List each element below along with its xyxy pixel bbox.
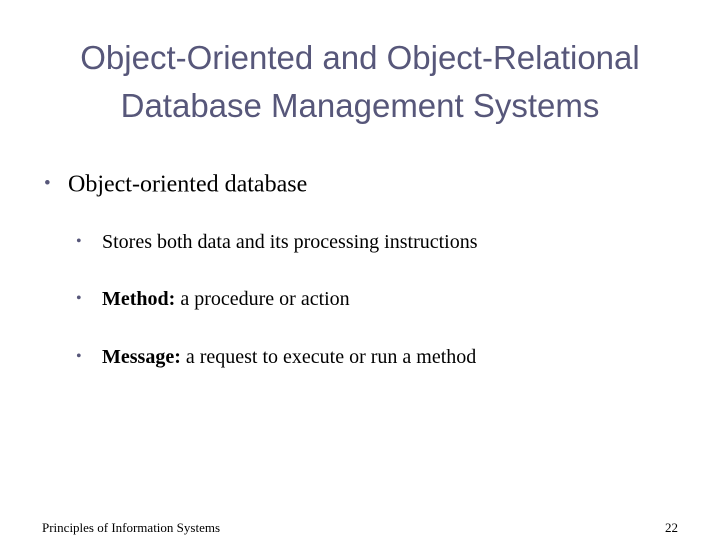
bullet-dot-icon: • xyxy=(76,348,82,366)
slide-title-line-2: Database Management Systems xyxy=(120,87,600,124)
sub-bullet-term: Message: xyxy=(102,346,181,368)
footer-page-number: 22 xyxy=(665,520,678,535)
slide-title-line-1: Object-Oriented and Object-Relational xyxy=(80,39,640,76)
sub-bullet-text: a procedure or action xyxy=(175,288,350,310)
sub-bullet-text: a request to execute or run a method xyxy=(180,346,477,368)
sub-bullet-term: Method: xyxy=(102,288,176,310)
sub-bullet-item xyxy=(76,285,350,313)
bullet-text: Object-oriented database xyxy=(68,171,308,198)
bullet-item xyxy=(44,168,307,200)
sub-bullet-text: Stores both data and its processing instructions xyxy=(102,231,478,253)
slide-title xyxy=(20,34,700,130)
bullet-dot-icon: • xyxy=(76,233,82,251)
sub-bullet-item xyxy=(76,343,476,371)
bullet-dot-icon: • xyxy=(44,173,51,194)
sub-bullet-item xyxy=(76,228,478,256)
bullet-dot-icon: • xyxy=(76,290,82,308)
footer-course-title: Principles of Information Systems xyxy=(42,520,221,535)
